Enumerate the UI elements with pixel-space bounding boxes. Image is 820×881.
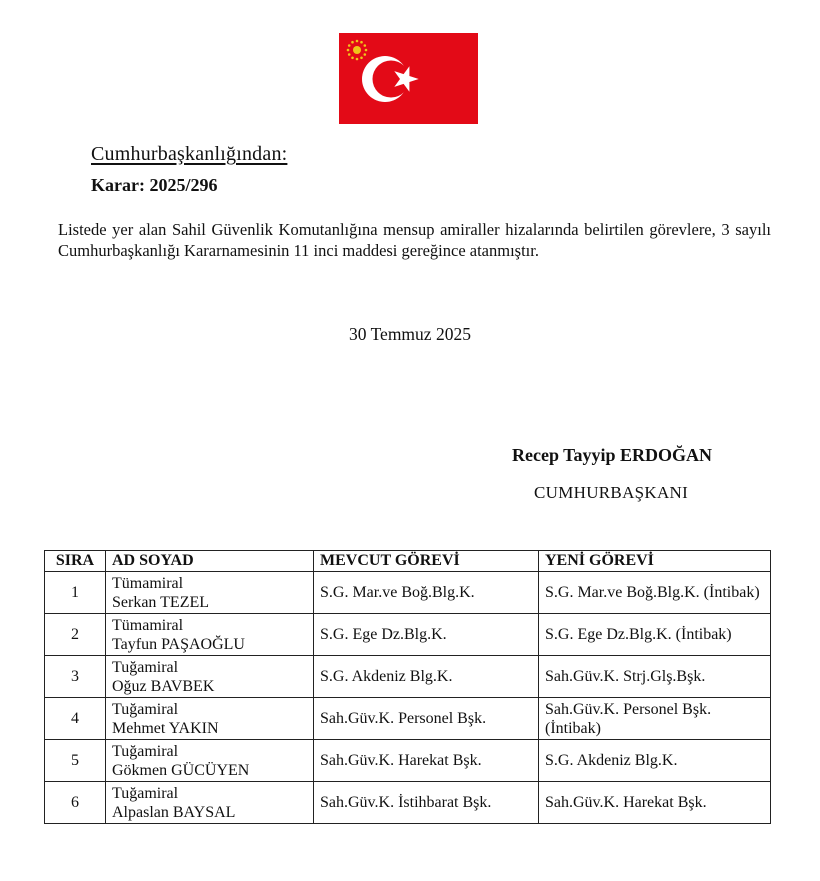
row-person — [106, 614, 314, 656]
table-row — [45, 698, 771, 740]
header-no: SIRA — [45, 551, 106, 572]
appointments-table — [44, 550, 771, 824]
row-no: 1 — [45, 572, 106, 614]
row-current-post: Sah.Güv.K. Harekat Bşk. — [314, 740, 539, 782]
row-name: Oğuz BAVBEK — [112, 677, 215, 695]
row-name: Gökmen GÜCÜYEN — [112, 761, 250, 779]
row-new-post: S.G. Mar.ve Boğ.Blg.K. (İntibak) — [539, 572, 771, 614]
row-person — [106, 656, 314, 698]
row-name: Alpaslan BAYSAL — [112, 803, 236, 821]
row-new-post: S.G. Ege Dz.Blg.K. (İntibak) — [539, 614, 771, 656]
table-row — [45, 656, 771, 698]
row-name: Serkan TEZEL — [112, 593, 210, 611]
row-rank: Tuğamiral — [112, 742, 179, 760]
header-current-post: MEVCUT GÖREVİ — [314, 551, 539, 572]
signer-title: CUMHURBAŞKANI — [534, 483, 689, 502]
row-name: Tayfun PAŞAOĞLU — [112, 635, 245, 653]
header-name: AD SOYAD — [106, 551, 314, 572]
decision-date: 30 Temmuz 2025 — [349, 324, 471, 344]
table-header-row — [45, 551, 771, 572]
row-person — [106, 740, 314, 782]
turkish-flag — [339, 33, 478, 124]
header-new-post: YENİ GÖREVİ — [539, 551, 771, 572]
decision-body: Listede yer alan Sahil Güvenlik Komutanlığına mensup amiraller hizalarında belirtilen görevlere, 3 sayılı Cumhurbaşkanlığı Kararnamesinin 11 inci maddesi gereğince atanmıştır. — [58, 220, 771, 260]
row-rank: Tuğamiral — [112, 784, 179, 802]
crescent-star-icon — [339, 33, 478, 124]
table-row — [45, 614, 771, 656]
row-person — [106, 782, 314, 824]
row-current-post: Sah.Güv.K. İstihbarat Bşk. — [314, 782, 539, 824]
row-person — [106, 572, 314, 614]
table-row — [45, 740, 771, 782]
row-rank: Tümamiral — [112, 616, 184, 634]
row-name: Mehmet YAKIN — [112, 719, 219, 737]
row-new-post: Sah.Güv.K. Personel Bşk. (İntibak) — [539, 698, 771, 740]
row-new-post: Sah.Güv.K. Harekat Bşk. — [539, 782, 771, 824]
row-no: 6 — [45, 782, 106, 824]
signer-name: Recep Tayyip ERDOĞAN — [512, 445, 713, 465]
issuer-heading: Cumhurbaşkanlığından: — [91, 143, 288, 165]
row-rank: Tuğamiral — [112, 658, 179, 676]
row-no: 2 — [45, 614, 106, 656]
row-current-post: S.G. Akdeniz Blg.K. — [314, 656, 539, 698]
row-current-post: S.G. Ege Dz.Blg.K. — [314, 614, 539, 656]
table-row — [45, 572, 771, 614]
row-no: 4 — [45, 698, 106, 740]
row-no: 5 — [45, 740, 106, 782]
row-new-post: S.G. Akdeniz Blg.K. — [539, 740, 771, 782]
row-rank: Tuğamiral — [112, 700, 179, 718]
row-no: 3 — [45, 656, 106, 698]
row-rank: Tümamiral — [112, 574, 184, 592]
row-current-post: S.G. Mar.ve Boğ.Blg.K. — [314, 572, 539, 614]
decision-number: Karar: 2025/296 — [91, 175, 218, 195]
row-current-post: Sah.Güv.K. Personel Bşk. — [314, 698, 539, 740]
row-new-post: Sah.Güv.K. Strj.Glş.Bşk. — [539, 656, 771, 698]
row-person — [106, 698, 314, 740]
table-row — [45, 782, 771, 824]
